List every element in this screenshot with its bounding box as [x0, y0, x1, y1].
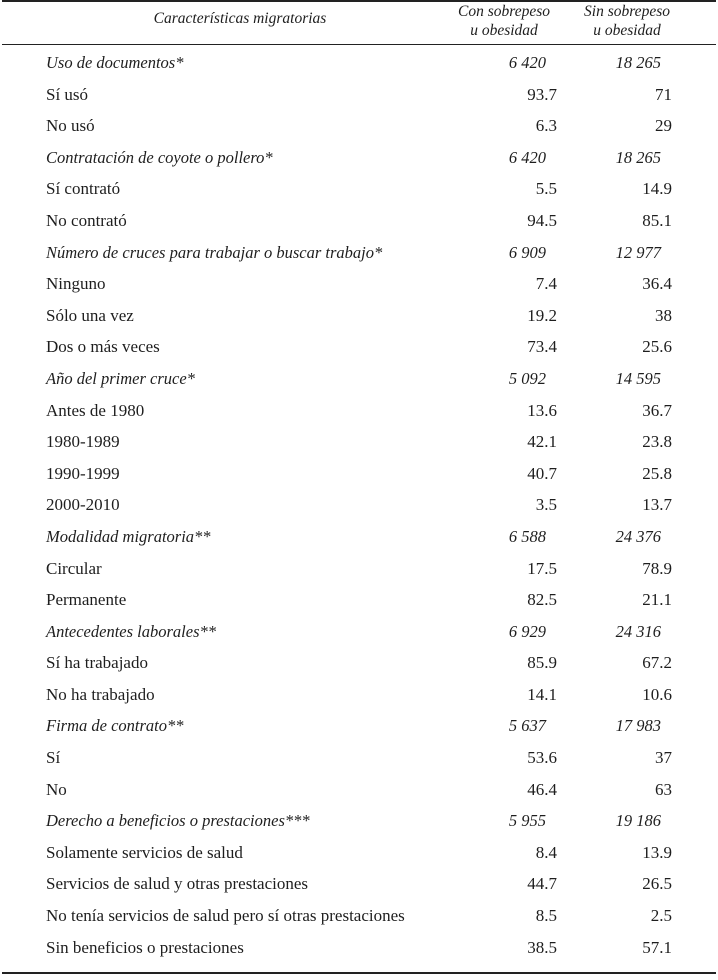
- value-without-overweight: 57.1: [642, 937, 672, 957]
- value-with-overweight: 13.6: [527, 400, 557, 420]
- value-without-overweight: 63: [655, 779, 672, 799]
- table-row: [0, 868, 718, 900]
- value-with-overweight: 46.4: [527, 779, 557, 799]
- table-row: [0, 205, 718, 237]
- value-without-overweight: 21.1: [642, 590, 672, 610]
- row-label: Circular: [46, 558, 102, 578]
- section-label: Número de cruces para trabajar o buscar trabajo*: [46, 242, 383, 262]
- table-row: [0, 489, 718, 521]
- value-with-overweight: 82.5: [527, 590, 557, 610]
- value-with-overweight: 5 092: [508, 368, 546, 388]
- row-label: 1990-1999: [46, 463, 120, 483]
- header-rule: [2, 44, 716, 45]
- value-without-overweight: 71: [655, 84, 672, 104]
- value-with-overweight: 6 420: [508, 147, 546, 167]
- value-without-overweight: 23.8: [642, 432, 672, 452]
- value-without-overweight: 18 265: [615, 147, 661, 167]
- row-label: Sí: [46, 748, 61, 768]
- value-with-overweight: 5.5: [535, 179, 557, 199]
- section-label: Año del primer cruce*: [46, 368, 195, 388]
- value-without-overweight: 17 983: [615, 716, 661, 736]
- section-label: Uso de documentos*: [46, 53, 184, 72]
- value-with-overweight: 94.5: [527, 210, 557, 230]
- value-with-overweight: 5 955: [508, 811, 546, 831]
- value-with-overweight: 73.4: [527, 337, 557, 357]
- value-with-overweight: 40.7: [527, 463, 557, 483]
- row-label: Sí ha trabajado: [46, 653, 148, 673]
- value-with-overweight: 5 637: [508, 716, 546, 736]
- row-label: No tenía servicios de salud pero sí otras prestaciones: [46, 906, 405, 926]
- table-bottom-rule: [2, 972, 716, 974]
- section-row: [0, 710, 718, 742]
- section-row: [0, 47, 718, 79]
- value-without-overweight: 24 316: [615, 621, 661, 641]
- table-row: [0, 742, 718, 774]
- value-without-overweight: 13.7: [642, 495, 672, 515]
- value-with-overweight: 17.5: [527, 558, 557, 578]
- value-without-overweight: 18 265: [615, 53, 661, 72]
- section-row: [0, 142, 718, 174]
- table-row: [0, 173, 718, 205]
- header-col2-line1: Sin sobrepeso: [584, 3, 670, 20]
- value-with-overweight: 38.5: [527, 937, 557, 957]
- value-with-overweight: 6 420: [508, 53, 546, 72]
- value-without-overweight: 37: [655, 748, 672, 768]
- row-label: Sí usó: [46, 84, 89, 104]
- value-with-overweight: 85.9: [527, 653, 557, 673]
- row-label: Servicios de salud y otras prestaciones: [46, 874, 309, 894]
- value-without-overweight: 36.7: [642, 400, 672, 420]
- section-label: Modalidad migratoria**: [46, 526, 211, 546]
- row-label: Solamente servicios de salud: [46, 842, 243, 862]
- table-body: [0, 47, 718, 963]
- value-without-overweight: 78.9: [642, 558, 672, 578]
- value-with-overweight: 6 909: [508, 242, 546, 262]
- header-with-overweight: [449, 2, 559, 40]
- row-label: Ninguno: [46, 274, 106, 294]
- value-without-overweight: 10.6: [642, 684, 672, 704]
- value-with-overweight: 6 588: [508, 526, 546, 546]
- table-row: [0, 679, 718, 711]
- value-without-overweight: 13.9: [642, 842, 672, 862]
- value-with-overweight: 8.4: [535, 842, 557, 862]
- section-row: [0, 616, 718, 648]
- value-with-overweight: 7.4: [535, 274, 557, 294]
- row-label: No: [46, 779, 67, 799]
- row-label: No usó: [46, 116, 95, 136]
- value-without-overweight: 38: [655, 305, 672, 325]
- row-label: Permanente: [46, 590, 127, 610]
- table-row: [0, 837, 718, 869]
- table-row: [0, 110, 718, 142]
- value-with-overweight: 44.7: [527, 874, 557, 894]
- value-without-overweight: 14 595: [615, 368, 661, 388]
- table-row: [0, 300, 718, 332]
- value-with-overweight: 6.3: [535, 116, 557, 136]
- header-col1-line2: u obesidad: [470, 22, 538, 39]
- value-without-overweight: 25.6: [642, 337, 672, 357]
- table-row: [0, 458, 718, 490]
- value-with-overweight: 3.5: [535, 495, 557, 515]
- table-row: [0, 553, 718, 585]
- section-row: [0, 237, 718, 269]
- value-without-overweight: 12 977: [615, 242, 661, 262]
- value-without-overweight: 85.1: [642, 210, 672, 230]
- value-with-overweight: 19.2: [527, 305, 557, 325]
- row-label: No ha trabajado: [46, 684, 155, 704]
- table-header: [0, 0, 718, 44]
- value-with-overweight: 6 929: [508, 621, 546, 641]
- section-label: Antecedentes laborales**: [46, 621, 216, 641]
- header-characteristics: Características migratorias: [153, 10, 327, 27]
- table-row: [0, 584, 718, 616]
- table-row: [0, 900, 718, 932]
- value-without-overweight: 19 186: [615, 811, 661, 831]
- table-row: [0, 426, 718, 458]
- row-label: Sin beneficios o prestaciones: [46, 937, 244, 957]
- value-without-overweight: 2.5: [650, 906, 672, 926]
- value-with-overweight: 42.1: [527, 432, 557, 452]
- table-row: [0, 932, 718, 964]
- value-without-overweight: 24 376: [615, 526, 661, 546]
- header-without-overweight: [572, 2, 682, 40]
- row-label: Sí contrató: [46, 179, 121, 199]
- value-without-overweight: 36.4: [642, 274, 672, 294]
- table-row: [0, 331, 718, 363]
- value-with-overweight: 53.6: [527, 748, 557, 768]
- table-row: [0, 395, 718, 427]
- table-row: [0, 647, 718, 679]
- row-label: Sólo una vez: [46, 305, 134, 325]
- row-label: No contrató: [46, 210, 127, 230]
- header-col1-line1: Con sobrepeso: [458, 3, 550, 20]
- row-label: 1980-1989: [46, 432, 120, 452]
- section-row: [0, 363, 718, 395]
- value-with-overweight: 14.1: [527, 684, 557, 704]
- row-label: 2000-2010: [46, 495, 120, 515]
- section-label: Derecho a beneficios o prestaciones***: [46, 811, 310, 831]
- value-with-overweight: 93.7: [527, 84, 557, 104]
- section-label: Contratación de coyote o pollero*: [46, 147, 273, 167]
- table-row: [0, 774, 718, 806]
- section-row: [0, 521, 718, 553]
- header-col2-line2: u obesidad: [593, 22, 661, 39]
- section-row: [0, 805, 718, 837]
- value-without-overweight: 14.9: [642, 179, 672, 199]
- value-with-overweight: 8.5: [535, 906, 557, 926]
- row-label: Antes de 1980: [46, 400, 145, 420]
- value-without-overweight: 25.8: [642, 463, 672, 483]
- value-without-overweight: 67.2: [642, 653, 672, 673]
- section-label: Firma de contrato**: [46, 716, 184, 736]
- row-label: Dos o más veces: [46, 337, 160, 357]
- value-without-overweight: 29: [655, 116, 672, 136]
- table-row: [0, 268, 718, 300]
- value-without-overweight: 26.5: [642, 874, 672, 894]
- table-row: [0, 79, 718, 111]
